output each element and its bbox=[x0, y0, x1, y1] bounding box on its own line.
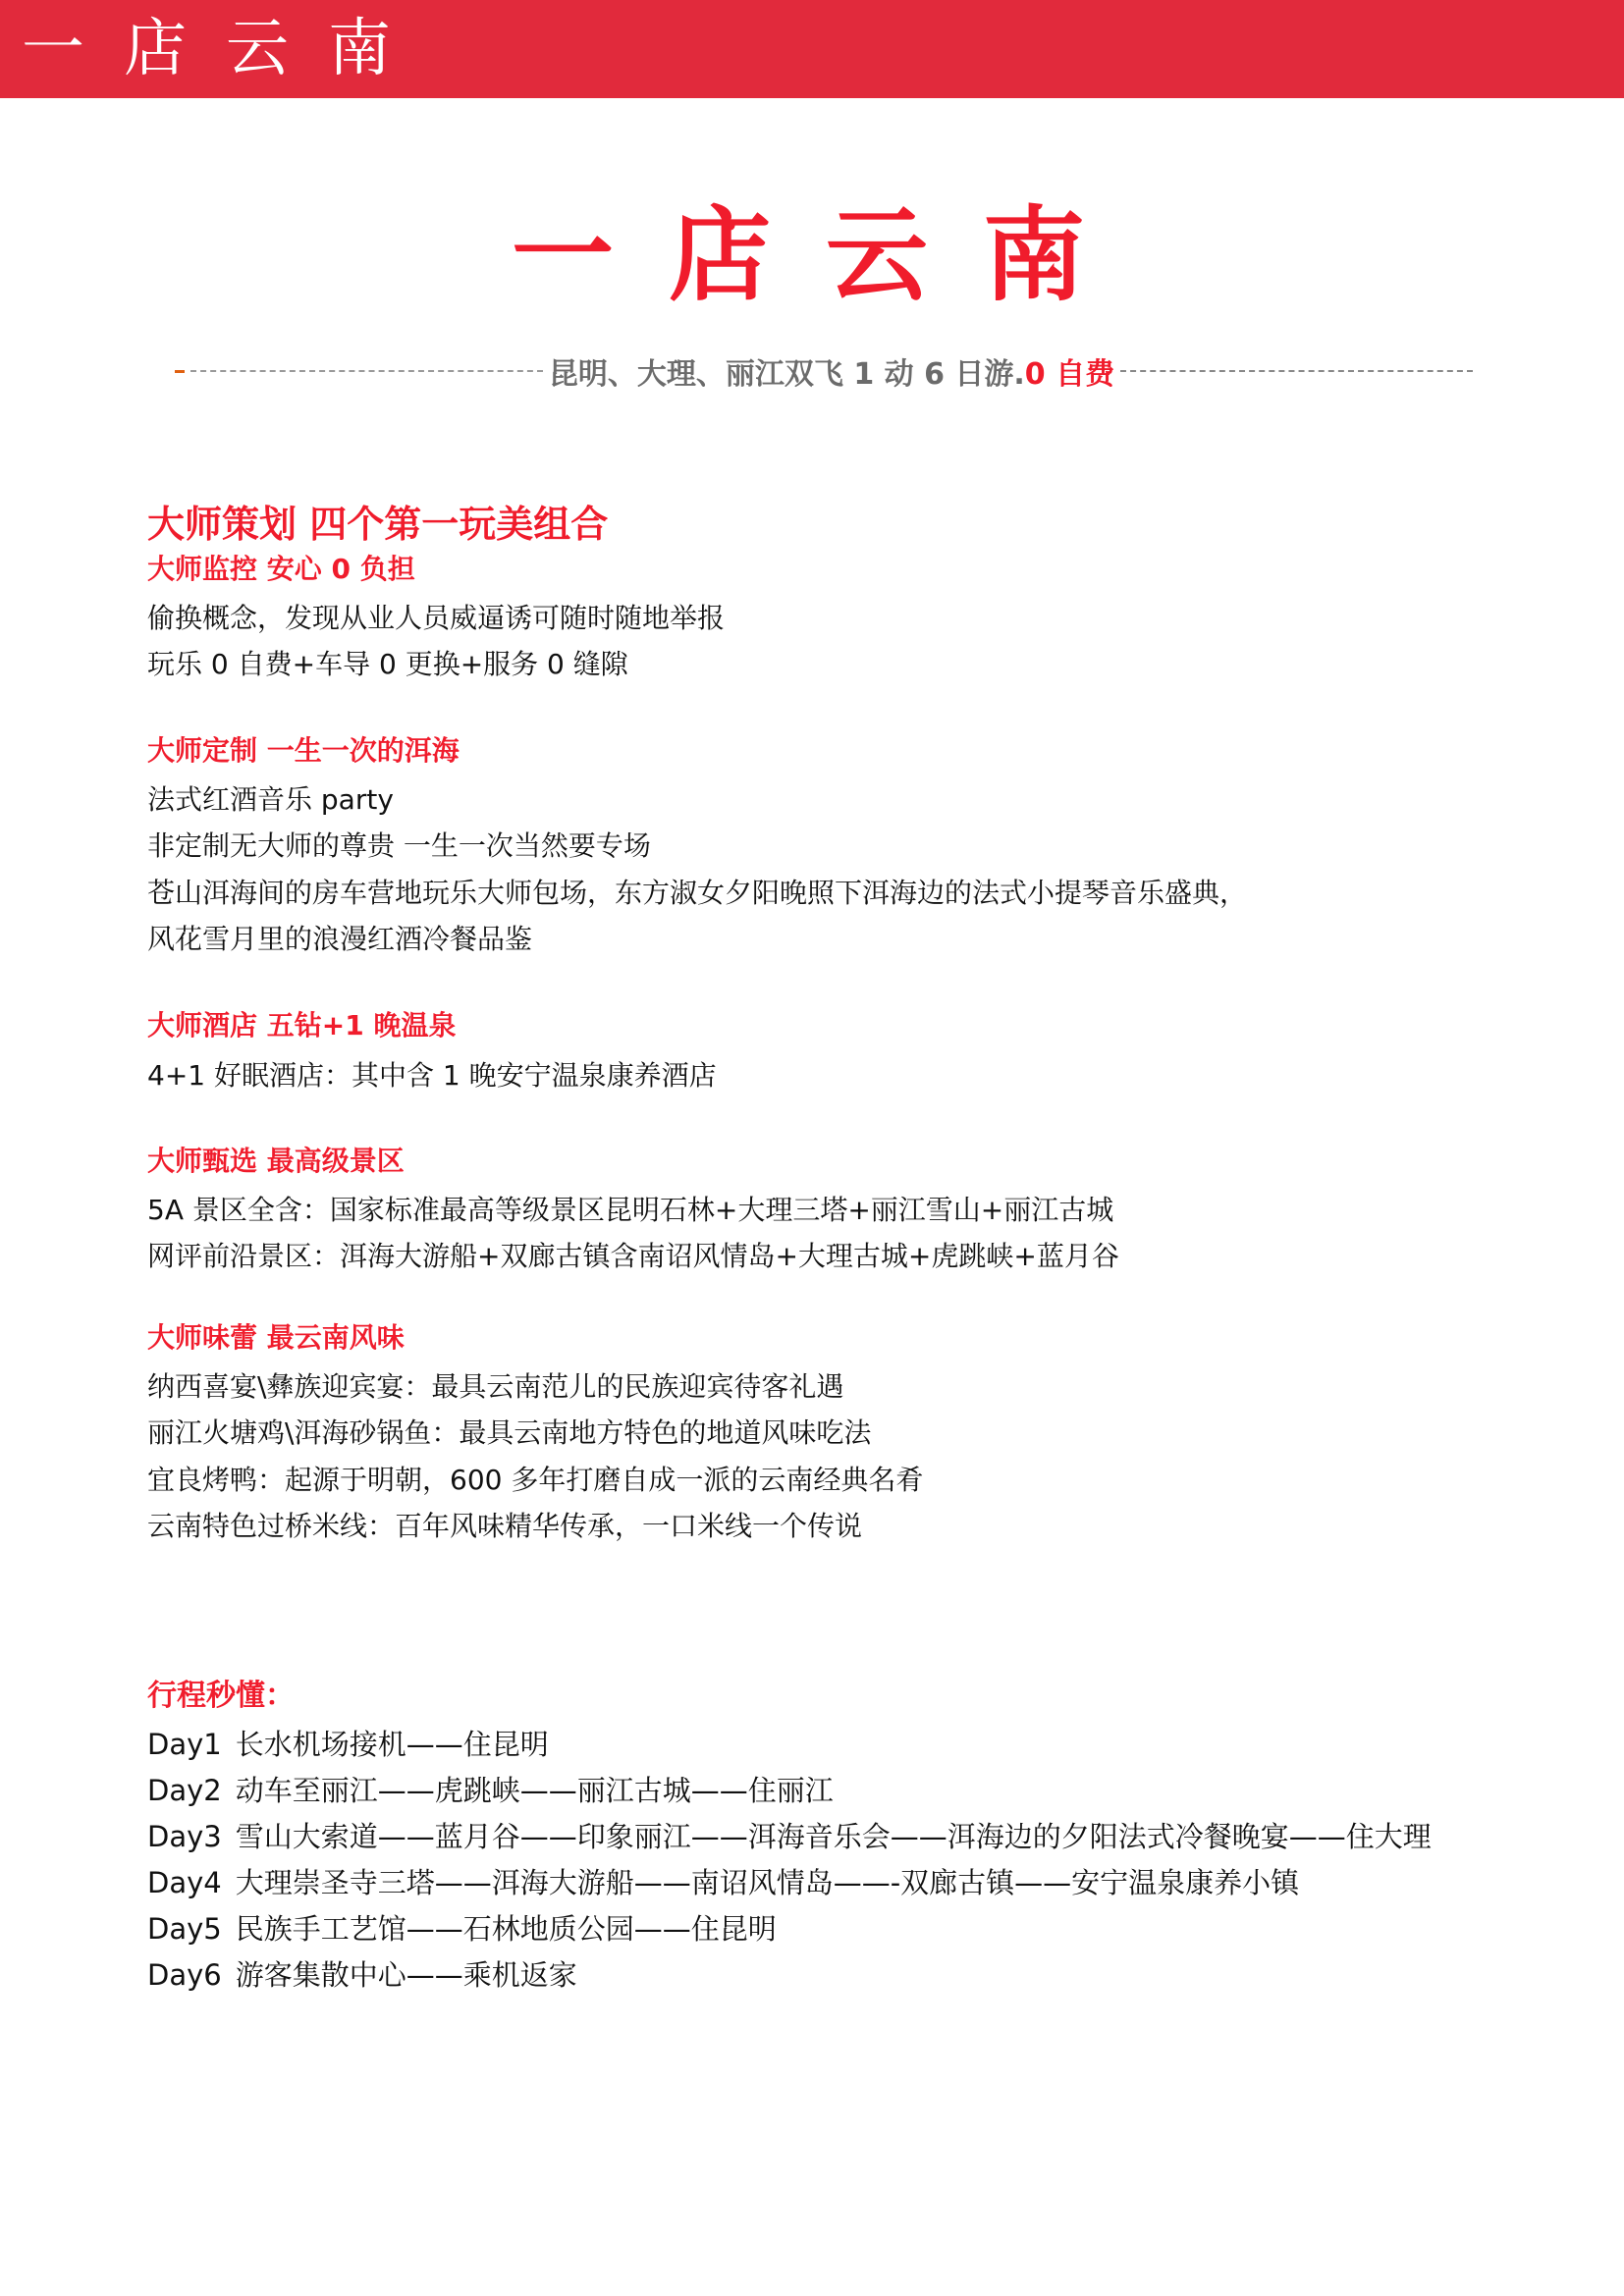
section-line: 5A 景区全含：国家标准最高等级景区昆明石林+大理三塔+丽江雪山+丽江古城 bbox=[147, 1194, 1114, 1226]
itinerary-day bbox=[147, 1956, 577, 1994]
intro-heading: 大师策划 四个第一玩美组合 bbox=[147, 503, 609, 546]
day-text: 游客集散中心——乘机返家 bbox=[235, 1958, 577, 1992]
section-line: 网评前沿景区：洱海大游船+双廊古镇含南诏风情岛+大理古城+虎跳峡+蓝月谷 bbox=[147, 1240, 1119, 1272]
section-heading: 大师酒店 五钻+1 晚温泉 bbox=[147, 1009, 457, 1041]
day-label: Day2 bbox=[147, 1774, 222, 1807]
day-text: 民族手工艺馆——石林地质公园——住昆明 bbox=[235, 1912, 777, 1946]
day-text: 长水机场接机——住昆明 bbox=[235, 1728, 549, 1761]
section-line: 偷换概念，发现从业人员威逼诱可随时随地举报 bbox=[147, 602, 726, 634]
page-title: 一店云南 bbox=[511, 195, 1140, 315]
section-heading: 大师味蕾 最云南风味 bbox=[147, 1321, 405, 1354]
subtitle-lead-mark bbox=[175, 370, 185, 373]
section-line: 苍山洱海间的房车营地玩乐大师包场，东方淑女夕阳晚照下洱海边的法式小提琴音乐盛典， bbox=[147, 877, 1248, 909]
section-line: 风花雪月里的浪漫红酒冷餐品鉴 bbox=[147, 923, 533, 955]
subtitle-divider-right bbox=[1120, 370, 1473, 372]
subtitle-text: 昆明、大理、丽江双飞 1 动 6 日游. bbox=[548, 357, 1025, 392]
day-text: 动车至丽江——虎跳峡——丽江古城——住丽江 bbox=[235, 1774, 834, 1807]
banner-title: 一店云南 bbox=[22, 13, 430, 85]
day-label: Day6 bbox=[147, 1958, 222, 1992]
itinerary-day bbox=[147, 1772, 834, 1809]
day-text: 大理崇圣寺三塔——洱海大游船——南诏风情岛——-双廊古镇——安宁温泉康养小镇 bbox=[235, 1866, 1300, 1899]
itinerary-day bbox=[147, 1864, 1299, 1901]
section-line: 非定制无大师的尊贵 一生一次当然要专场 bbox=[147, 829, 651, 862]
top-banner bbox=[0, 0, 1624, 98]
day-label: Day4 bbox=[147, 1866, 222, 1899]
section-line: 玩乐 0 自费+车导 0 更换+服务 0 缝隙 bbox=[147, 648, 628, 680]
section-heading: 大师定制 一生一次的洱海 bbox=[147, 734, 460, 767]
section-line: 宜良烤鸭：起源于明朝，600 多年打磨自成一派的云南经典名肴 bbox=[147, 1464, 924, 1496]
day-label: Day3 bbox=[147, 1820, 222, 1853]
subtitle-accent: 0 自费 bbox=[1024, 357, 1115, 392]
section-heading: 大师监控 安心 0 负担 bbox=[147, 553, 415, 585]
section-line: 纳西喜宴\彝族迎宾宴：最具云南范儿的民族迎宾待客礼遇 bbox=[147, 1370, 844, 1403]
section-line: 4+1 好眠酒店：其中含 1 晚安宁温泉康养酒店 bbox=[147, 1059, 717, 1092]
section-line: 丽江火塘鸡\洱海砂锅鱼：最具云南地方特色的地道风味吃法 bbox=[147, 1416, 872, 1449]
itinerary-heading: 行程秒懂： bbox=[147, 1679, 295, 1713]
subtitle-row bbox=[175, 351, 1479, 391]
day-text: 雪山大索道——蓝月谷——印象丽江——洱海音乐会——洱海边的夕阳法式冷餐晚宴——住大理 bbox=[235, 1820, 1432, 1853]
itinerary-day bbox=[147, 1818, 1432, 1855]
day-label: Day1 bbox=[147, 1728, 222, 1761]
section-heading: 大师甄选 最高级景区 bbox=[147, 1145, 405, 1177]
section-line: 法式红酒音乐 party bbox=[147, 783, 394, 816]
section-line: 云南特色过桥米线：百年风味精华传承，一口米线一个传说 bbox=[147, 1510, 863, 1542]
day-label: Day5 bbox=[147, 1912, 222, 1946]
itinerary-day bbox=[147, 1910, 777, 1948]
itinerary-day bbox=[147, 1726, 549, 1763]
subtitle-divider-left bbox=[190, 370, 543, 372]
